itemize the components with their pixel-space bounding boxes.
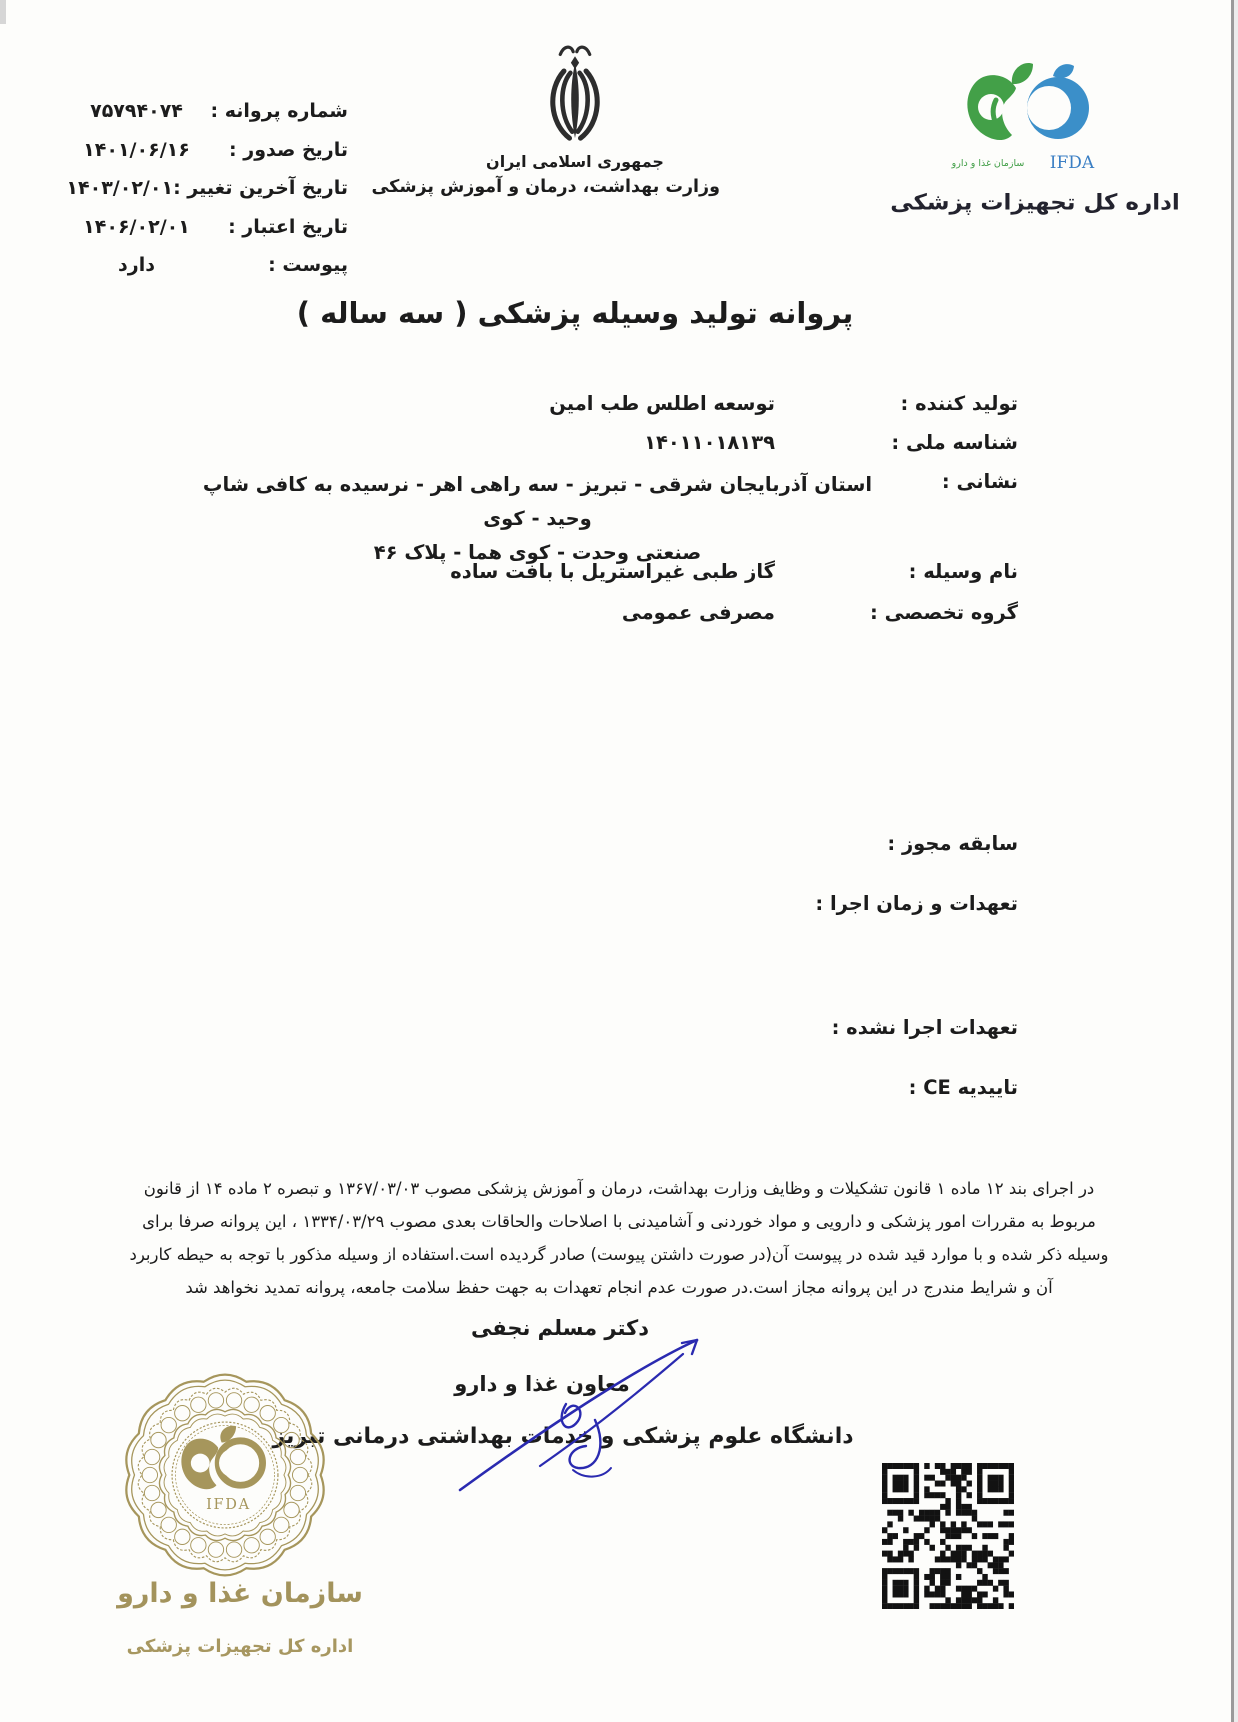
signature-scribble: [445, 1328, 715, 1498]
ifda-header: [880, 56, 1190, 216]
last-change-date-value: ۱۴۰۳/۰۲/۰۱: [66, 177, 174, 199]
address-line-1: استان آذربایجان شرقی - تبریز - سه راهی اهر - نرسیده به کافی شاپ وحید - کوی: [202, 473, 873, 530]
page-right-edge-line: [1231, 0, 1234, 1722]
legal-paragraph: [90, 1172, 1148, 1304]
signatory-organization: دانشگاه علوم پزشکی و خدمات بهداشتی درمانی تبریز: [272, 1424, 854, 1449]
ifda-org-small-text: سازمان غذا و دارو: [951, 158, 1025, 169]
unfulfilled-commitments-label: تعهدات اجرا نشده :: [831, 1016, 1018, 1039]
specialty-group-value: مصرفی عمومی: [621, 601, 775, 624]
republic-caption: جمهوری اسلامی ایران: [486, 152, 664, 171]
issue-date-value: ۱۴۰۱/۰۶/۱۶: [83, 138, 190, 161]
scan-corner-artifact: [0, 0, 6, 24]
last-change-date-label: تاریخ آخرین تغییر :: [173, 177, 348, 199]
signatory-role: معاون غذا و دارو: [454, 1372, 630, 1396]
device-name-label: نام وسیله :: [908, 560, 1018, 583]
seal-center-logo: [181, 1426, 262, 1513]
page-title: پروانه تولید وسیله پزشکی ( سه ساله ): [296, 296, 854, 330]
signatory-name: دکتر مسلم نجفی: [470, 1316, 650, 1340]
ministry-caption: وزارت بهداشت، درمان و آموزش پزشکی: [371, 177, 720, 197]
producer-value: توسعه اطلس طب امین: [549, 392, 775, 415]
page-right-edge: [1234, 0, 1238, 1722]
ifda-logo-icon: [940, 56, 1130, 178]
device-name-value: گاز طبی غیراستریل با بافت ساده: [450, 560, 775, 583]
specialty-group-label: گروه تخصصی :: [869, 601, 1018, 624]
address-label: نشانی :: [941, 470, 1018, 493]
license-number-label: شماره پروانه :: [210, 100, 348, 122]
last-change-date-row: [66, 177, 348, 216]
license-number-row: [75, 100, 348, 139]
iran-emblem-icon: [529, 42, 621, 146]
expiry-date-row: [75, 216, 348, 255]
license-number-value: ۷۵۷۹۴۰۷۴: [90, 100, 183, 122]
address-value: [185, 468, 890, 570]
seal-acronym-text: IFDA: [206, 1497, 251, 1514]
ifda-acronym-text: IFDA: [1049, 153, 1095, 173]
qr-code: [882, 1463, 1014, 1609]
expiry-date-label: تاریخ اعتبار :: [228, 215, 348, 238]
producer-label: تولید کننده :: [900, 392, 1018, 415]
national-id-label: شناسه ملی :: [891, 431, 1018, 454]
attachment-label: پیوست :: [268, 254, 348, 276]
address-line-2: صنعتی وحدت - کوی هما - پلاک ۴۶: [373, 541, 702, 564]
license-info-block: [66, 100, 348, 293]
legal-line-2: مربوط به مقررات امور پزشکی و دارویی و مواد خوردنی و آشامیدنی با اصلاحات والحاقات بعدی مصوب ۱۳۳۴/۰۳/۲۹ ، این پروانه صرفا برای: [142, 1212, 1096, 1231]
expiry-date-value: ۱۴۰۶/۰۲/۰۱: [83, 215, 190, 238]
national-id-value: ۱۴۰۱۱۰۱۸۱۳۹: [644, 431, 775, 454]
legal-line-1: در اجرای بند ۱۲ ماده ۱ قانون تشکیلات و وظایف وزارت بهداشت، درمان و آموزش پزشکی مصوب ۱۳۶۷/۰۳/۰۳ و تبصره ۲ ماده ۱۴ از قانون: [143, 1179, 1095, 1198]
seal-dept-text: اداره کل تجهیزات پزشکی: [126, 1636, 354, 1657]
ifda-seal: [97, 1364, 353, 1586]
attachment-value: دارد: [118, 254, 155, 276]
ifda-dept-script: اداره کل تجهیزات پزشکی: [890, 190, 1180, 216]
license-history-label: سابقه مجوز :: [887, 832, 1018, 855]
ministry-header: [371, 42, 720, 197]
attachment-row: [75, 254, 348, 293]
commitments-label: تعهدات و زمان اجرا :: [815, 892, 1018, 915]
issue-date-label: تاریخ صدور :: [229, 138, 348, 161]
ce-approval-label: تاییدیه CE :: [908, 1076, 1018, 1099]
legal-line-3: وسیله ذکر شده و با موارد قید شده در پیوست آن(در صورت داشتن پیوست) صادر گردیده است.استفاده از وسیله مذکور با توجه به حیطه کاربرد: [129, 1245, 1109, 1264]
seal-org-text: سازمان غذا و دارو: [117, 1578, 363, 1609]
legal-line-4: آن و شرایط مندرج در این پروانه مجاز است.در صورت عدم انجام تعهدات به جهت حفظ سلامت جامعه، پروانه تمدید نخواهد شد: [185, 1278, 1053, 1297]
issue-date-row: [75, 139, 348, 178]
